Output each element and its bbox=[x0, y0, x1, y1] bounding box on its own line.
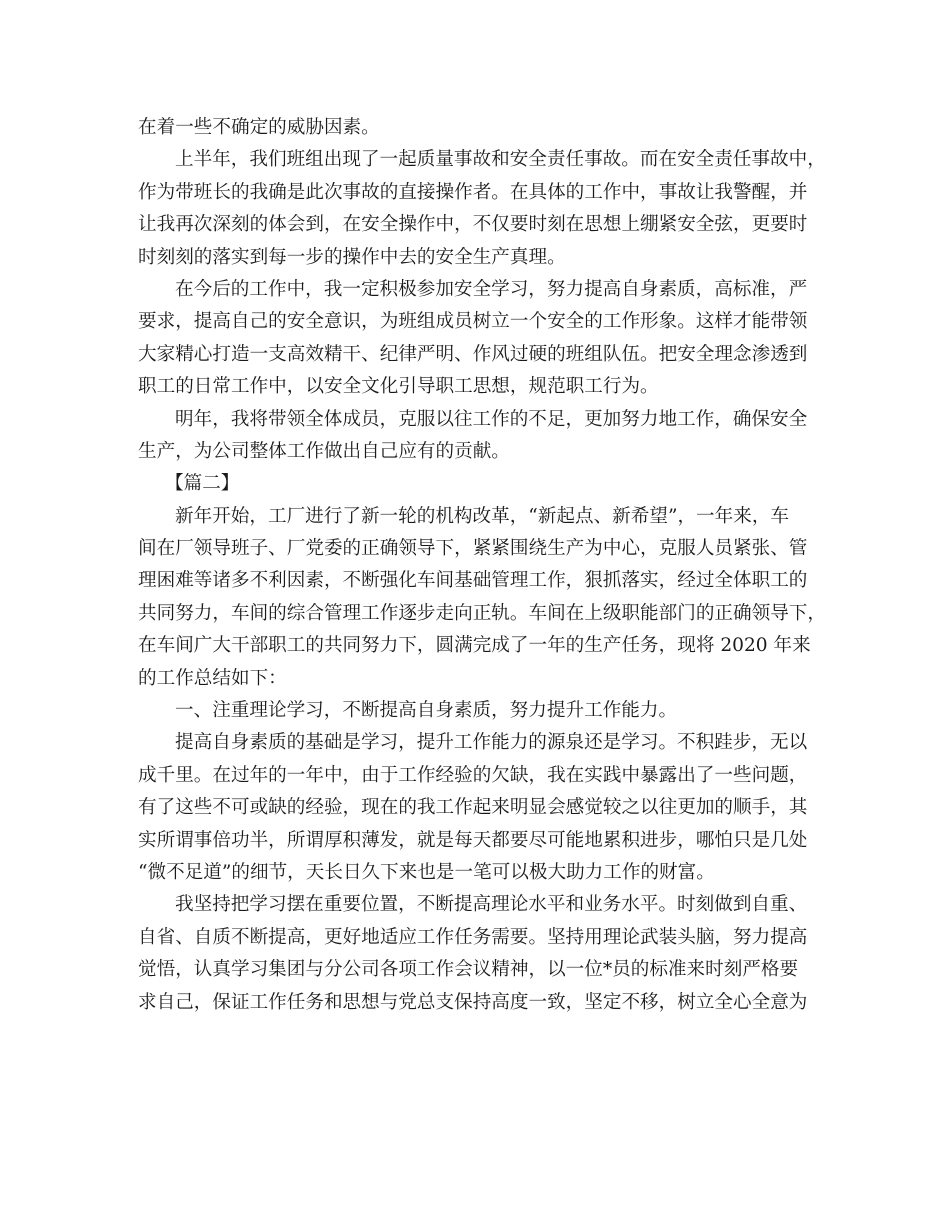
text-line: 实所谓事倍功半，所谓厚积薄发，就是每天都要尽可能地累积进步，哪怕只是几处 bbox=[138, 829, 808, 851]
text-line: 共同努力，车间的综合管理工作逐步走向正轨。车间在上级职能部门的正确领导下， bbox=[138, 602, 826, 624]
text-line: 在车间广大干部职工的共同努力下，圆满完成了一年的生产任务，现将 2020 年来 bbox=[138, 635, 811, 657]
text-line: 作为带班长的我确是此次事故的直接操作者。在具体的工作中，事故让我警醒，并 bbox=[138, 181, 808, 203]
paragraph-start-line: 上半年，我们班组出现了一起质量事故和安全责任事故。而在安全责任事故中， bbox=[175, 149, 826, 171]
text-line: 间在厂领导班子、厂党委的正确领导下，紧紧围绕生产为中心，克服人员紧张、管 bbox=[138, 538, 808, 560]
text-line: 有了这些不可或缺的经验，现在的我工作起来明显会感觉较之以往更加的顺手，其 bbox=[138, 797, 808, 819]
text-line: 职工的日常工作中，以安全文化引导职工思想，规范职工行为。 bbox=[138, 376, 659, 398]
text-line: 自省、自质不断提高，更好地适应工作任务需要。坚持用理论武装头脑，努力提高 bbox=[138, 926, 808, 948]
text-line: 大家精心打造一支高效精干、纪律严明、作风过硬的班组队伍。把安全理念渗透到 bbox=[138, 343, 808, 365]
text-line: 在着一些不确定的威胁因素。 bbox=[138, 117, 380, 138]
paragraph-start-line: 明年，我将带领全体成员，克服以往工作的不足，更加努力地工作，确保安全 bbox=[175, 408, 808, 430]
text-line: 成千里。在过年的一年中，由于工作经验的欠缺，我在实践中暴露出了一些问题， bbox=[138, 764, 808, 786]
paragraph-start-line: 提高自身素质的基础是学习，提升工作能力的源泉还是学习。不积跬步，无以 bbox=[175, 732, 808, 754]
text-line: 让我再次深刻的体会到，在安全操作中，不仅要时刻在思想上绷紧安全弦，更要时 bbox=[138, 214, 808, 236]
text-line: “微不足道”的细节，天长日久下来也是一笔可以极大助力工作的财富。 bbox=[138, 861, 715, 883]
text-line: 理困难等诸多不利因素，不断强化车间基础管理工作，狠抓落实，经过全体职工的 bbox=[138, 570, 808, 592]
text-line: 要求，提高自己的安全意识，为班组成员树立一个安全的工作形象。这样才能带领 bbox=[138, 311, 808, 333]
text-line: 的工作总结如下： bbox=[138, 667, 287, 689]
text-line: 时刻刻的落实到每一步的操作中去的安全生产真理。 bbox=[138, 246, 566, 268]
subsection-heading: 一、注重理论学习，不断提高自身素质，努力提升工作能力。 bbox=[175, 700, 678, 722]
text-line: 觉悟，认真学习集团与分公司各项工作会议精神，以一位*员的标准来时刻严格要 bbox=[138, 959, 799, 981]
text-line: 求自己，保证工作任务和思想与党总支保持高度一致，坚定不移，树立全心全意为 bbox=[138, 991, 808, 1013]
paragraph-start-line: 新年开始，工厂进行了新一轮的机构改革，“新起点、新希望”，一年来，车 bbox=[175, 505, 790, 527]
document-body bbox=[138, 112, 826, 1019]
section-heading: 【篇二】 bbox=[165, 473, 240, 495]
paragraph-start-line: 在今后的工作中，我一定积极参加安全学习，努力提高自身素质，高标准，严 bbox=[175, 278, 808, 300]
paragraph-start-line: 我坚持把学习摆在重要位置，不断提高理论水平和业务水平。时刻做到自重、 bbox=[175, 894, 808, 916]
text-line: 生产，为公司整体工作做出自己应有的贡献。 bbox=[138, 440, 510, 462]
